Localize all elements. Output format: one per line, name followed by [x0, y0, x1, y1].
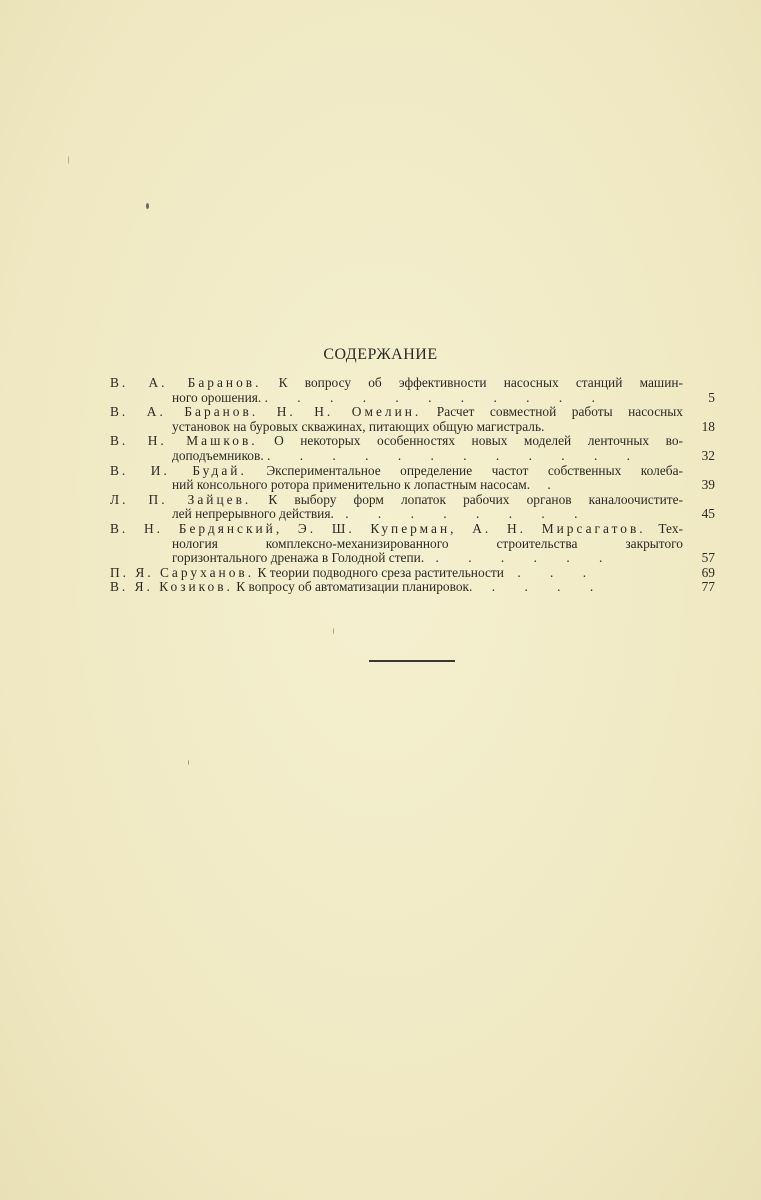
paper-speck	[333, 628, 334, 634]
toc-entry	[110, 405, 715, 434]
toc-entry-title: К вопросу об эффективности насосных станций машин-	[278, 376, 683, 390]
toc-entry-author: В. Н. Машков.	[110, 434, 258, 449]
closing-rule	[369, 660, 455, 662]
paper-speck	[188, 760, 189, 765]
toc-entry-author: В. А. Баранов.	[110, 376, 262, 390]
toc-entry-title: горизонтального дренажа в Голодной степи.	[172, 551, 425, 566]
toc-page-number: 32	[701, 447, 715, 463]
toc-entry-title: нология комплексно-механизированного строительства закрытого	[172, 536, 683, 551]
toc-entry-author: В. Н. Бердянский, Э. Ш. Куперман, А. Н. Мирсагатов.	[110, 521, 646, 536]
toc-entry-author: В. Я. Козиков.	[110, 580, 233, 595]
toc-entry	[110, 434, 715, 463]
dot-leader: . . . . . . . . . . .	[264, 390, 608, 405]
dot-leader: . . . . . . . .	[345, 507, 591, 522]
toc-entry	[110, 493, 715, 522]
toc-entry	[110, 522, 715, 566]
toc-entry-title: установок на буровых скважинах, питающих общую магистраль.	[172, 419, 545, 434]
toc-entry-author: В. И. Будай.	[110, 463, 247, 478]
toc-entry	[110, 464, 715, 493]
toc-page-number: 69	[701, 564, 715, 580]
toc-entry-title: К вопросу об автоматизации планировок.	[236, 580, 473, 595]
toc-entry-title: ний консольного ротора применительно к лопастным насосам.	[172, 478, 531, 493]
toc-entry-title: Расчет совместной работы насосных	[436, 405, 683, 420]
toc-page-number: 45	[701, 506, 715, 522]
toc-entry-title: К теории подводного среза растительности	[257, 565, 504, 580]
toc-page-number: 39	[701, 477, 715, 493]
toc-entry-author: В. А. Баранов. Н. Н. Омелин.	[110, 405, 422, 420]
toc-entry-title: доподъемников.	[172, 448, 264, 463]
paper-speck	[146, 203, 149, 209]
dot-leader: . . .	[517, 565, 600, 580]
toc-entry-title: К выбору форм лопаток рабочих органов каналоочистите-	[268, 492, 683, 507]
table-of-contents	[110, 376, 715, 595]
toc-entry-title: Тех-	[658, 521, 683, 536]
toc-entry-author: Л. П. Зайцев.	[110, 492, 252, 507]
toc-entry	[110, 580, 715, 595]
toc-entry	[110, 376, 715, 405]
dot-leader: . . . . . .	[435, 551, 616, 566]
toc-entry-title: лей непрерывного действия.	[172, 507, 334, 522]
toc-page-number: 57	[701, 550, 715, 566]
toc-entry-title: О некоторых особенностях новых моделей ленточных во-	[274, 434, 683, 449]
toc-page-number: 5	[708, 389, 715, 405]
toc-entry-author: П. Я. Саруханов.	[110, 565, 255, 580]
dot-leader: . . . . . . . . . . . .	[267, 448, 644, 463]
toc-title: СОДЕРЖАНИЕ	[323, 346, 438, 363]
dot-leader: .	[547, 478, 564, 493]
toc-page-number: 77	[701, 579, 715, 595]
toc-page-number: 18	[701, 418, 715, 434]
toc-entry	[110, 566, 715, 581]
toc-entry-title: ного орошения.	[172, 390, 262, 405]
dot-leader: . . . .	[491, 580, 607, 595]
toc-entry-title: Экспериментальное определение частот собственных колеба-	[266, 463, 683, 478]
paper-speck	[68, 156, 69, 164]
